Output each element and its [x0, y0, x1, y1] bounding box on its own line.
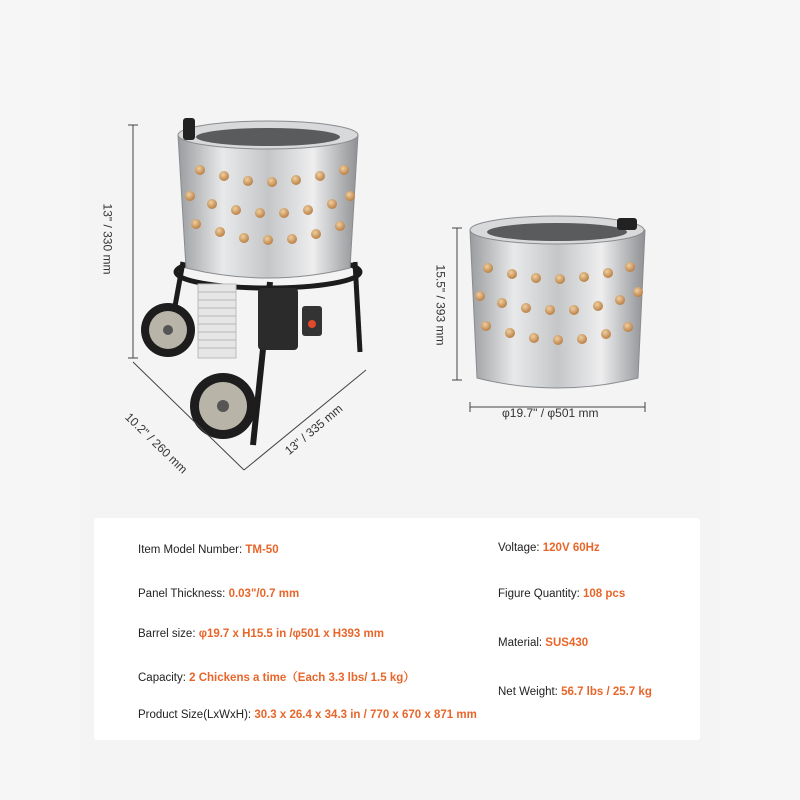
spec-thickness: [138, 588, 299, 600]
power-switch-icon: [308, 320, 316, 328]
spec-voltage: [498, 542, 600, 554]
spec-label: Capacity:: [138, 672, 190, 684]
motor: [258, 288, 298, 350]
spec-label: Figure Quantity:: [498, 588, 584, 600]
spec-product-size: [138, 709, 477, 721]
spec-value: 30.3 x 26.4 x 34.3 in / 770 x 670 x 871 mm: [254, 709, 477, 721]
handle: [183, 118, 195, 140]
height-label-right: 15.5" / 393 mm: [433, 264, 448, 346]
spec-value: 56.7 lbs / 25.7 kg: [561, 686, 652, 698]
drain-hose: [198, 284, 236, 358]
spec-value: 2 Chickens a time（Each 3.3 lbs/ 1.5 kg）: [189, 672, 415, 684]
spec-material: [498, 637, 588, 649]
spec-label: Panel Thickness:: [138, 588, 229, 600]
spec-net-weight: [498, 686, 652, 698]
height-label-left: 13" / 330 mm: [100, 203, 115, 275]
barrel-only: [470, 216, 645, 388]
spec-value: TM-50: [245, 544, 279, 556]
spec-label: Product Size(LxWxH):: [138, 709, 255, 721]
depth-label-left: 10.2" / 260 mm: [122, 410, 191, 477]
wheel-front: [190, 373, 256, 439]
spec-label: Barrel size:: [138, 628, 199, 640]
spec-capacity: [138, 669, 415, 685]
spec-label: Net Weight:: [498, 686, 562, 698]
spec-value: 108 pcs: [583, 588, 626, 600]
spec-barrel: [138, 628, 384, 640]
spec-value: 120V 60Hz: [542, 542, 600, 554]
width-label-left: 13" / 335 mm: [282, 401, 346, 458]
spec-label: Material:: [498, 637, 546, 649]
wheel-back: [141, 303, 195, 357]
spec-model: [138, 544, 279, 556]
spec-figure-quantity: [498, 588, 625, 600]
spec-label: Voltage:: [498, 542, 543, 554]
spec-label: Item Model Number:: [138, 544, 246, 556]
width-label-right: φ19.7" / φ501 mm: [502, 406, 599, 420]
spec-value: SUS430: [545, 637, 589, 649]
defeathering-machine: [141, 118, 360, 445]
spec-value: 0.03"/0.7 mm: [228, 588, 300, 600]
barrel-handle: [617, 218, 637, 230]
spec-value: φ19.7 x H15.5 in /φ501 x H393 mm: [198, 628, 384, 640]
